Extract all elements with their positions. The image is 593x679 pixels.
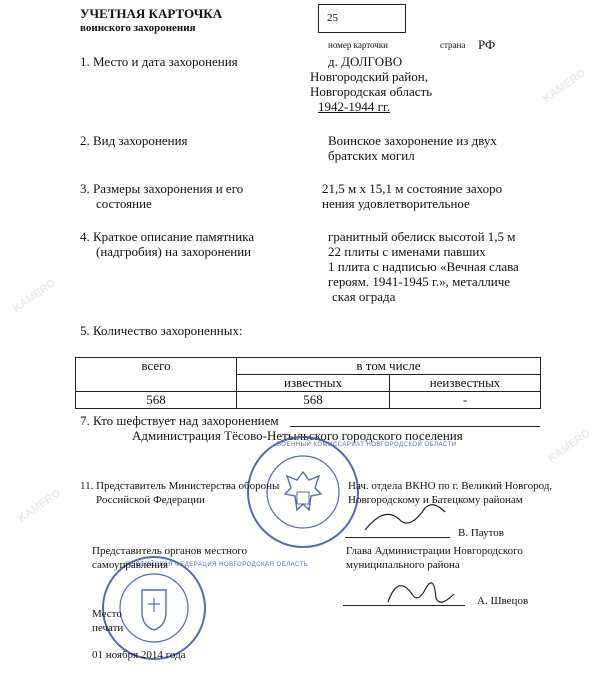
desc-line: 22 плиты с именами павших: [328, 244, 486, 259]
country-label: страна: [440, 40, 466, 50]
card-subtitle: воинского захоронения: [80, 22, 196, 34]
place-line: Новгородская область: [310, 84, 433, 99]
ministry-role: Новгородскому и Батецкому районам: [348, 494, 523, 506]
local-role: муниципального района: [346, 559, 460, 571]
local-rep-label: самоуправления: [92, 559, 168, 571]
card-number-label: номер карточки: [328, 40, 388, 50]
type-line: Воинское захоронение из двух: [328, 133, 497, 148]
country-value: РФ: [478, 37, 496, 52]
count-label: 5. Количество захороненных:: [80, 323, 243, 338]
unknown-count: -: [390, 392, 541, 409]
unknown-header: неизвестных: [390, 375, 541, 392]
desc-label: (надгробия) на захоронении: [96, 244, 252, 259]
card-number-box: [318, 4, 406, 33]
local-signature-line: [343, 605, 465, 606]
place-line: Новгородский район,: [310, 69, 428, 84]
desc-label: 4. Краткое описание памятника: [80, 229, 255, 244]
size-line: 21,5 м х 15,1 м состояние захоро: [322, 181, 503, 196]
known-count: 568: [237, 392, 390, 409]
seal-place-label: Место: [92, 608, 122, 620]
local-signer-name: А. Швецов: [477, 595, 529, 607]
ministry-signature: [360, 500, 450, 540]
watermark: KAMERO: [10, 277, 58, 315]
local-role: Глава Администрации Новгородского: [346, 545, 523, 557]
place-label: 1. Место и дата захоронения: [80, 54, 238, 69]
place-line: 1942-1944 гг.: [318, 99, 391, 114]
card-number: 25: [327, 12, 338, 24]
desc-line: 1 плита с надписью «Вечная слава: [328, 259, 519, 274]
watermark: KAMERO: [545, 427, 593, 465]
total-header: всего: [76, 358, 237, 392]
card-title: УЧЕТНАЯ КАРТОЧКА: [80, 6, 223, 21]
known-header: известных: [237, 375, 390, 392]
local-rep-label: Представитель органов местного: [92, 545, 248, 557]
ministry-signature-line: [345, 537, 450, 538]
total-count: 568: [76, 392, 237, 409]
ministry-rep-label: 11. Представитель Министерства обороны: [80, 480, 280, 492]
watermark: KAMERO: [540, 67, 588, 105]
size-line: нения удовлетворительное: [322, 196, 470, 211]
size-label: 3. Размеры захоронения и его: [80, 181, 244, 196]
document-date: 01 ноября 2014 года: [92, 649, 186, 661]
seal-label: печати: [92, 622, 124, 634]
municipal-stamp-text: РОССИЙСКАЯ ФЕДЕРАЦИЯ НОВГОРОДСКАЯ ОБЛАСТЬ: [126, 562, 309, 568]
military-stamp-text: ВОЕННЫЙ КОМИССАРИАТ НОВГОРОДСКОЙ ОБЛАСТИ: [277, 442, 457, 448]
place-line: д. ДОЛГОВО: [328, 54, 403, 69]
patron-value: Администрация Тёсово-Нетыльского городского поселения: [132, 428, 463, 443]
patron-underline: [290, 426, 540, 427]
type-line: братских могил: [328, 148, 415, 163]
desc-line: ская ограда: [332, 289, 396, 304]
ministry-role: Нач. отдела ВКНО по г. Великий Новгород,: [348, 480, 553, 492]
size-label: состояние: [96, 196, 152, 211]
burial-count-table: [75, 357, 541, 409]
watermark: KAMERO: [15, 487, 63, 525]
ministry-rep-label: Российской Федерации: [96, 494, 205, 506]
desc-line: гранитный обелиск высотой 1,5 м: [328, 229, 516, 244]
including-header: в том числе: [237, 358, 541, 375]
type-label: 2. Вид захоронения: [80, 133, 188, 148]
patron-label: 7. Кто шефствует над захоронением: [80, 413, 279, 428]
ministry-signer-name: В. Паутов: [458, 527, 504, 539]
desc-line: героям. 1941-1945 г.», металличе: [328, 274, 511, 289]
